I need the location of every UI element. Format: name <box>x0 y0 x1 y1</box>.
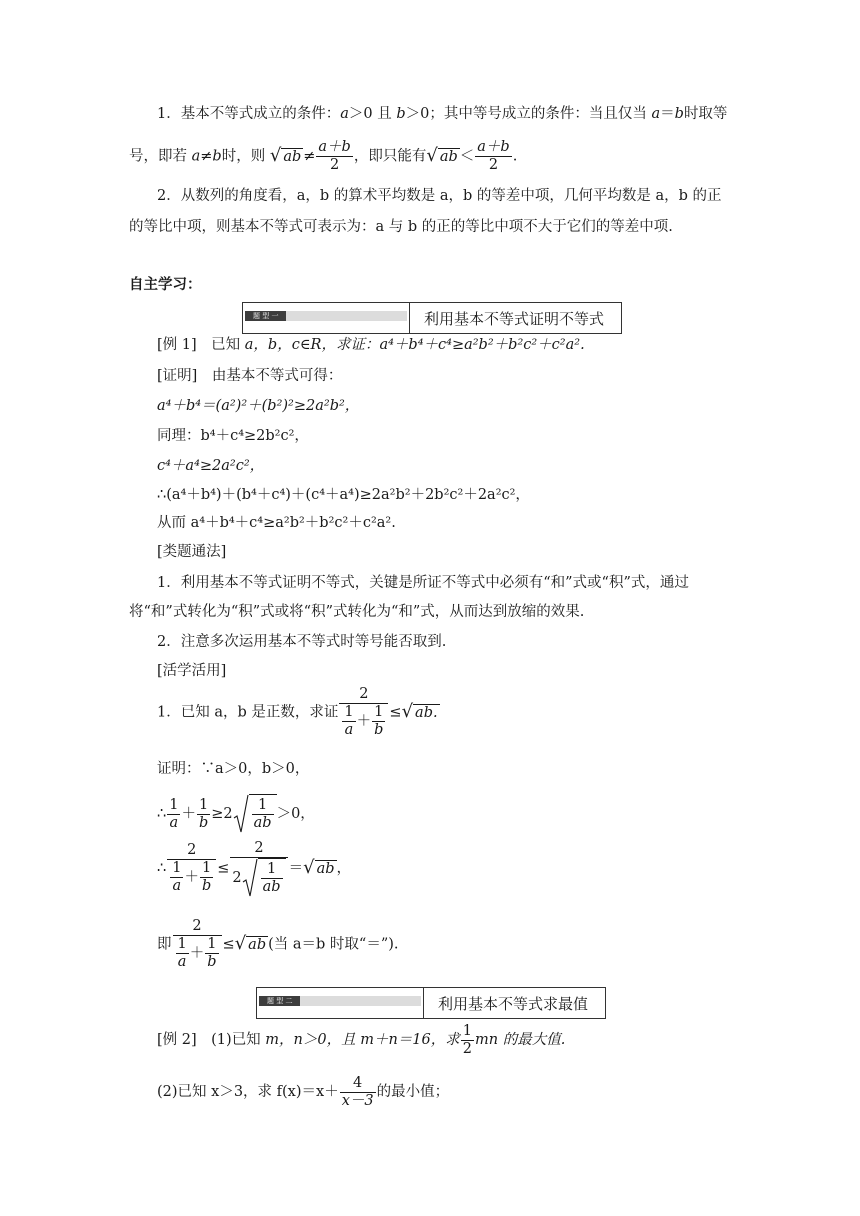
topic-title: 利用基本不等式证明不等式 <box>424 309 605 328</box>
text: 时，则 <box>221 148 270 165</box>
practice-q1 <box>157 686 440 739</box>
var: b <box>396 106 406 122</box>
plus: ＋ <box>356 713 372 730</box>
text: 即 <box>157 936 172 953</box>
denominator <box>167 860 216 895</box>
fraction-2-over-sum <box>167 842 216 895</box>
frac-1-over-a <box>342 704 355 739</box>
denominator: x－3 <box>341 1092 374 1109</box>
numerator: 1 <box>261 861 283 879</box>
text: ∴ <box>157 806 167 822</box>
text: ＞0， <box>276 806 315 822</box>
p1-line1 <box>157 104 727 124</box>
sqrt-ab: √ ab <box>234 933 267 954</box>
proof-step-3: c⁴＋a⁴≥2a²c²， <box>157 458 265 474</box>
numerator: 2 <box>230 840 287 858</box>
fraction-2-over-sum <box>173 918 222 971</box>
text: ≠ <box>303 148 316 165</box>
proof-step-1: a⁴＋b⁴＝(a²)²＋(b²)²≥2a²b²， <box>157 398 360 414</box>
text: ≤ <box>389 704 402 721</box>
coef: 2 <box>232 869 242 886</box>
frac-1-over-b <box>200 860 213 895</box>
var: a <box>191 148 201 165</box>
section-heading: 自主学习： <box>129 277 202 293</box>
fraction-4-over-x-minus-3 <box>340 1075 376 1110</box>
p2-line2: 的等比中项，则基本不等式可表示为：a 与 b 的正的等比中项不大于它们的等差中项. <box>129 219 673 235</box>
proof-label: [证明] 由基本不等式可得： <box>157 368 343 384</box>
plus: ＋ <box>189 945 205 962</box>
denominator: ab <box>253 815 272 831</box>
text: mn 的最大值. <box>475 1032 566 1048</box>
text: ＝ <box>288 860 304 877</box>
numerator: 1 <box>177 936 187 952</box>
radicand: ab <box>316 861 335 877</box>
numerator: 4 <box>340 1075 376 1093</box>
sqrt-ab: √ ab. <box>401 701 438 722</box>
fraction-2-over-2sqrt <box>230 840 287 898</box>
text: ＝ <box>660 106 675 122</box>
denominator: b <box>374 722 384 738</box>
practice-conclusion <box>157 918 399 971</box>
radicand: ab. <box>415 705 438 721</box>
text: ， <box>336 860 352 877</box>
topic-title: 利用基本不等式求最值 <box>438 994 589 1013</box>
example-2-part-1 <box>157 1020 565 1060</box>
text: ＞0 且 <box>348 106 397 122</box>
denominator <box>230 858 287 898</box>
numerator: 1 <box>197 797 210 815</box>
text: (当 a＝b 时取“＝”). <box>268 936 399 953</box>
method-line-1: 1．利用基本不等式证明不等式，关键是所证不等式中必须有“和”式或“积”式，通过 <box>157 575 689 591</box>
denominator: b <box>201 878 212 894</box>
example-2-part-2 <box>157 1070 449 1114</box>
numerator: 1 <box>372 704 385 722</box>
numerator: 1 <box>462 1022 472 1039</box>
radicand <box>249 794 277 834</box>
proof-step-4: ∴(a⁴＋b⁴)＋(b⁴＋c⁴)＋(c⁴＋a⁴)≥2a²b²＋2b²c²＋2a²c²， <box>157 487 530 503</box>
practice-label: [活学活用] <box>157 663 227 679</box>
proof-step-5: 从而 a⁴＋b⁴＋c⁴≥a²b²＋b²c²＋c²a². <box>157 515 396 531</box>
denominator: 2 <box>330 157 340 173</box>
var: a <box>340 106 349 122</box>
frac-1-over-b <box>205 936 218 971</box>
frac-1-over-a <box>170 860 183 895</box>
frac-1-over-b <box>372 704 385 739</box>
numerator: 2 <box>173 918 222 936</box>
radicand: ab <box>439 149 458 165</box>
text: ≤ <box>217 860 230 877</box>
practice-step-1 <box>157 792 315 836</box>
p2-line1: 2．从数列的角度看，a，b 的算术平均数是 a，b 的等差中项，几何平均数是 a，b 的正 <box>157 188 722 204</box>
text: ∴ <box>157 860 167 877</box>
proof-step-2: 同理：b⁴＋c⁴≥2b²c²， <box>157 428 309 444</box>
inequality: a⁴＋b⁴＋c⁴≥a²b²＋b²c²＋c²a². <box>379 337 585 353</box>
numerator: 2 <box>167 842 216 860</box>
text: a，b，c∈R，求证： <box>244 337 380 353</box>
text: 1．基本不等式成立的条件： <box>157 106 341 122</box>
text: m，n＞0，且 m＋n＝16，求 <box>265 1032 460 1048</box>
radicand <box>258 858 286 898</box>
sqrt-ab: √ ab <box>303 857 335 878</box>
numerator: 1 <box>172 860 182 876</box>
text: ＞0；其中等号成立的条件：当且仅当 <box>405 106 652 122</box>
text: [例 1] 已知 <box>157 337 245 353</box>
practice-proof-start: 证明：∵a＞0，b＞0， <box>157 761 310 777</box>
numerator: a＋b <box>318 139 351 155</box>
text: ≥2 <box>211 806 233 822</box>
sqrt-ab: √ ab <box>269 145 302 166</box>
denominator: 2 <box>462 1040 472 1057</box>
sqrt-1-over-ab <box>242 858 286 898</box>
text: ，即只能有 <box>353 148 427 165</box>
text: ≠ <box>200 148 213 165</box>
fraction-1-over-2 <box>461 1023 474 1058</box>
example-1-statement <box>157 335 585 355</box>
text: 号，即若 <box>129 148 192 165</box>
numerator: 1 <box>344 704 354 720</box>
topic-tag-area <box>243 303 410 333</box>
denominator: b <box>207 954 217 970</box>
frac-1-over-ab <box>261 861 283 896</box>
denominator <box>339 704 388 739</box>
method-line-3: 2．注意多次运用基本不等式时等号能否取到. <box>157 634 447 650</box>
practice-step-2 <box>157 838 351 899</box>
denominator: a <box>169 814 179 831</box>
numerator: 1 <box>252 797 274 815</box>
numerator: 2 <box>339 686 388 704</box>
fraction-2-over-sum <box>339 686 388 739</box>
topic-tag: 题 型 一 <box>245 311 286 321</box>
frac-1-over-a <box>167 797 180 832</box>
p1-line2 <box>129 138 517 175</box>
denominator: b <box>198 814 209 831</box>
topic-tag: 题 型 二 <box>259 996 300 1006</box>
denominator: 2 <box>488 157 499 173</box>
denominator: a <box>172 878 182 894</box>
plus: ＋ <box>184 869 199 886</box>
numerator: 1 <box>205 936 218 954</box>
frac-1-over-b <box>197 797 210 832</box>
method-line-2: 将“和”式转化为“积”式或将“积”式转化为“和”式，从而达到放缩的效果. <box>129 604 585 620</box>
text: 的最小值； <box>376 1084 450 1100</box>
text: ≤ <box>222 936 235 953</box>
fraction-a-plus-b-over-2 <box>475 139 511 174</box>
denominator: ab <box>262 878 281 895</box>
numerator: 1 <box>200 860 213 878</box>
frac-1-over-a <box>176 936 189 971</box>
text: (2)已知 x＞3，求 f(x)＝x＋ <box>157 1084 339 1100</box>
var: a <box>651 106 661 122</box>
numerator: a＋b <box>477 139 510 155</box>
sqrt-ab: √ ab <box>426 145 458 166</box>
denominator: a <box>177 954 187 970</box>
method-label: [类题通法] <box>157 544 227 560</box>
sqrt-1-over-ab <box>233 794 277 834</box>
var: b <box>674 106 684 122</box>
plus: ＋ <box>181 806 196 822</box>
text: 时取等 <box>683 106 728 122</box>
denominator <box>173 936 222 971</box>
text: . <box>512 148 518 165</box>
frac-1-over-ab <box>252 797 274 832</box>
text: 1．已知 a，b 是正数，求证 <box>157 704 339 721</box>
topic-tag-area <box>257 988 424 1018</box>
radicand: ab <box>248 937 267 953</box>
var: b <box>212 148 222 165</box>
topic-box-1 <box>242 302 622 334</box>
topic-box-2 <box>256 987 606 1019</box>
fraction-a-plus-b-over-2 <box>316 139 352 174</box>
numerator: 1 <box>169 796 179 813</box>
radicand: ab <box>283 149 302 165</box>
denominator: a <box>344 722 354 738</box>
text: ＜ <box>459 148 475 165</box>
text: [例 2] (1)已知 <box>157 1032 266 1048</box>
